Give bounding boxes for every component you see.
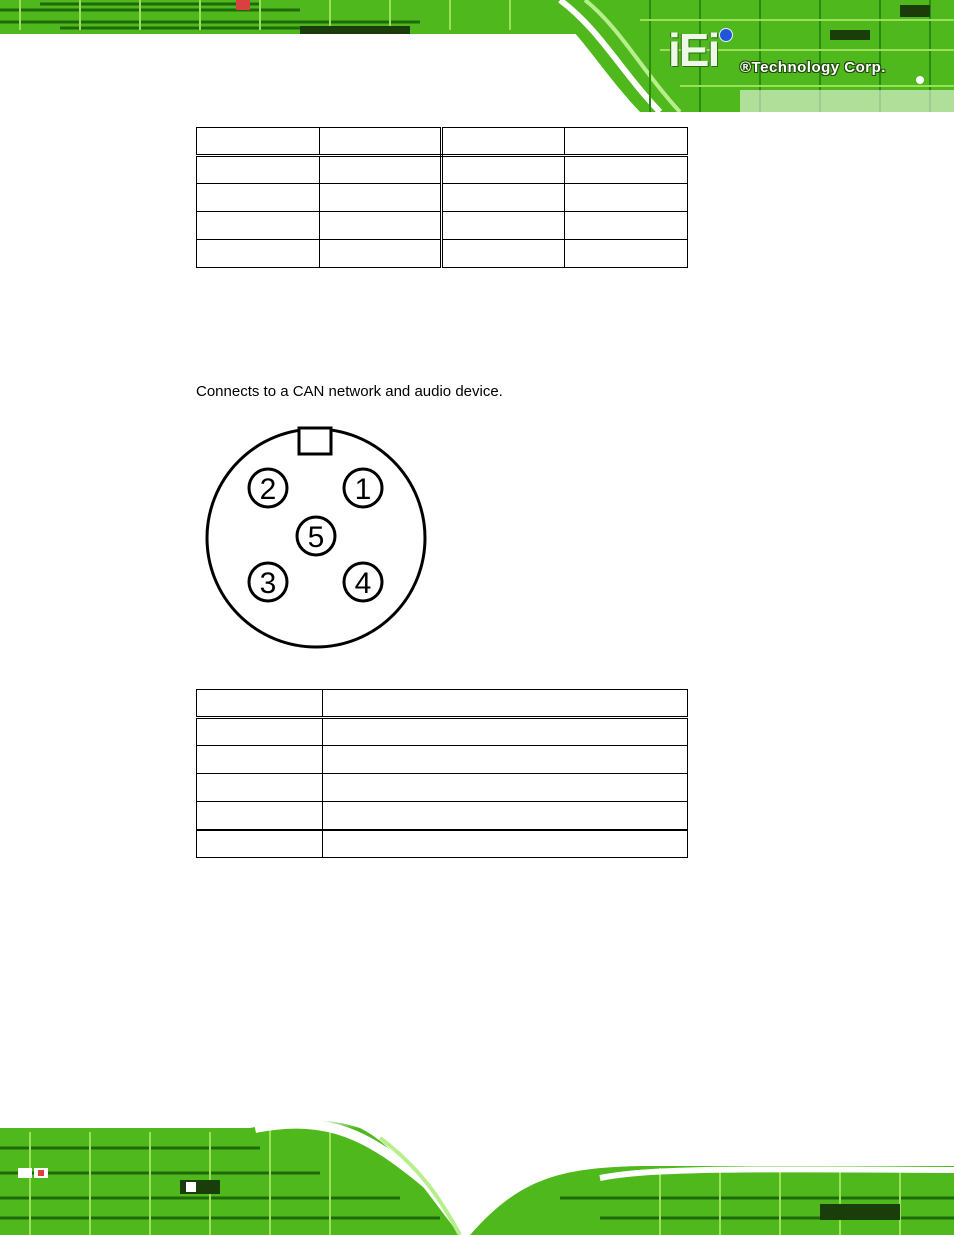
company-logo: iEi: [668, 24, 719, 76]
table-row: [197, 746, 688, 774]
table-cell: [319, 212, 442, 240]
table-row: [197, 830, 688, 858]
table-row: [197, 802, 688, 830]
pinout-table-top: [196, 127, 688, 268]
company-name: ®Technology Corp.: [740, 59, 886, 76]
table-cell: [323, 718, 688, 746]
table-cell: [197, 184, 320, 212]
circuit-board-header-graphic: [0, 0, 954, 112]
table-row: [197, 212, 688, 240]
table-cell: [319, 184, 442, 212]
pin-5-label: 5: [307, 521, 325, 554]
table-cell: [565, 240, 688, 268]
table-cell: [197, 774, 323, 802]
table-row: [197, 240, 688, 268]
pin-5: [297, 517, 335, 555]
pin-1-label: 1: [354, 473, 372, 506]
table-cell: [442, 184, 565, 212]
page-header-banner: [0, 0, 954, 112]
connector-pinout-diagram: [200, 424, 432, 652]
table-cell: [197, 128, 320, 156]
table-cell: [442, 156, 565, 184]
table-cell: [197, 212, 320, 240]
table-cell: [197, 802, 323, 830]
table-cell: [197, 690, 323, 718]
table-cell: [565, 128, 688, 156]
pin-3-label: 3: [259, 567, 277, 600]
connector-key-notch: [299, 428, 331, 454]
table-cell: [565, 156, 688, 184]
table-cell: [319, 128, 442, 156]
table-cell: [319, 156, 442, 184]
pin-2-label: 2: [259, 473, 277, 506]
table-cell: [197, 718, 323, 746]
pinout-table-bottom: [196, 689, 688, 858]
logo-dot-icon: [719, 28, 733, 42]
pin-2: [249, 469, 287, 507]
table-cell: [323, 830, 688, 858]
table-cell: [319, 240, 442, 268]
table-cell: [323, 802, 688, 830]
table-row: [197, 774, 688, 802]
table-cell: [197, 746, 323, 774]
table-cell: [442, 212, 565, 240]
page-footer-banner: [0, 1118, 954, 1235]
table-cell: [197, 830, 323, 858]
table-cell: [197, 156, 320, 184]
pin-4: [344, 563, 382, 601]
table-cell: [197, 240, 320, 268]
pin-1: [344, 469, 382, 507]
table-header-row: [197, 128, 688, 156]
pin-4-label: 4: [354, 567, 372, 600]
table-header-row: [197, 690, 688, 718]
connector-description: Connects to a CAN network and audio device.: [196, 383, 503, 400]
pin-3: [249, 563, 287, 601]
table-cell: [565, 212, 688, 240]
table-cell: [565, 184, 688, 212]
table-cell: [442, 240, 565, 268]
circuit-board-footer-graphic: [0, 1118, 954, 1235]
table-cell: [323, 690, 688, 718]
table-row: [197, 156, 688, 184]
table-row: [197, 184, 688, 212]
table-cell: [323, 746, 688, 774]
table-cell: [323, 774, 688, 802]
table-row: [197, 718, 688, 746]
table-cell: [442, 128, 565, 156]
